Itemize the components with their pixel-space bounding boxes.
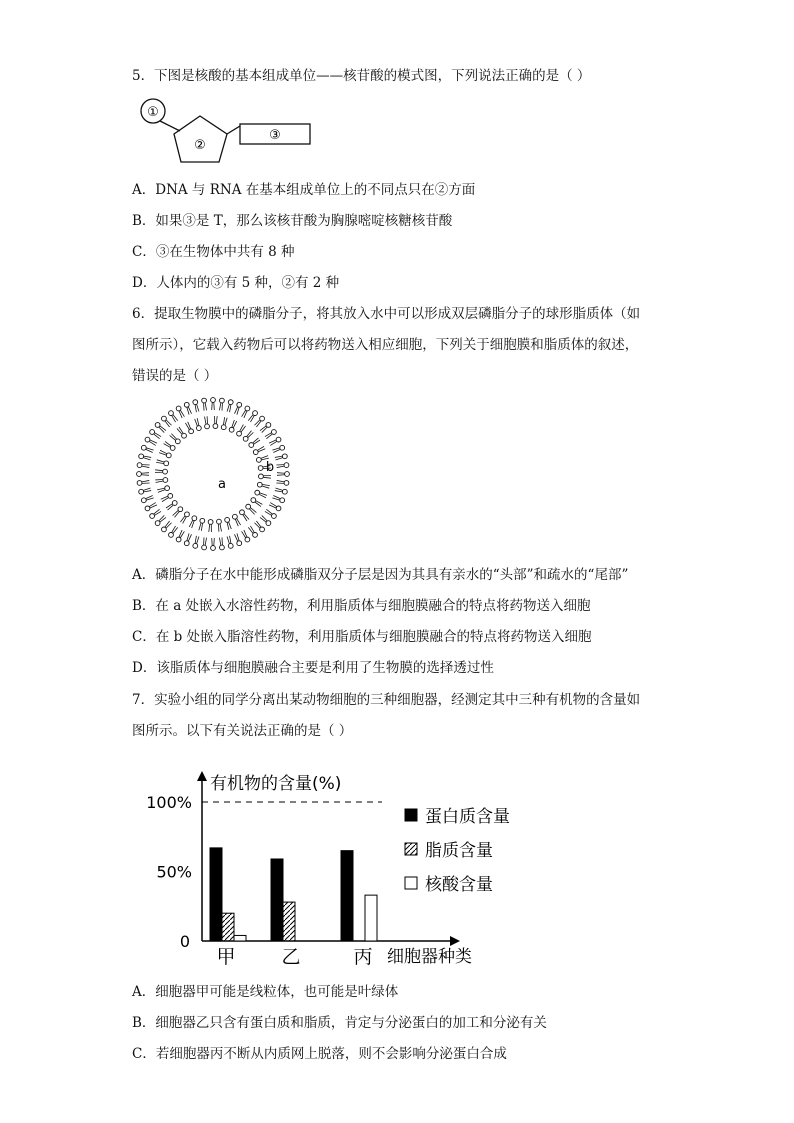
lipid-head xyxy=(208,520,213,525)
lipid-head xyxy=(165,486,170,491)
lipid-tail xyxy=(166,523,171,528)
lipid-head xyxy=(237,541,242,546)
lipid-head xyxy=(220,545,225,550)
lipid-head xyxy=(139,454,144,459)
lipid-tail xyxy=(214,538,215,546)
lipid-head xyxy=(282,454,287,459)
lipid-tail xyxy=(154,434,160,439)
lipid-tail xyxy=(158,490,165,493)
lipid-tail xyxy=(265,511,272,515)
lipid-tail xyxy=(205,403,206,410)
lipid-tail xyxy=(230,405,231,413)
lipid-head xyxy=(228,543,233,548)
lipid-tail xyxy=(170,435,176,440)
lipid-head xyxy=(202,398,207,403)
lipid-tail xyxy=(165,421,170,427)
lipid-head xyxy=(139,489,144,494)
lipid-tail xyxy=(225,418,227,425)
lipid-tail xyxy=(174,511,179,517)
lipid-tail xyxy=(219,538,220,545)
lipid-tail xyxy=(155,470,163,471)
lipid-head xyxy=(266,423,271,428)
lipid-tail xyxy=(212,538,213,546)
lipid-tail xyxy=(197,536,199,543)
lipid-head xyxy=(245,537,250,542)
lipid-head xyxy=(178,507,183,512)
lipid-tail xyxy=(195,536,196,544)
lipid-tail xyxy=(209,524,210,532)
lipid-tail xyxy=(205,417,206,424)
label-b: b xyxy=(265,460,275,475)
lipid-tail xyxy=(263,477,271,478)
protein-bar xyxy=(341,851,353,941)
lipid-head xyxy=(276,506,281,511)
lipid-tail xyxy=(249,509,254,515)
lipid-tail xyxy=(248,415,253,421)
legend-swatch-nucleic-acid xyxy=(405,877,417,889)
lipid-head xyxy=(220,398,225,403)
lipid-head xyxy=(253,533,258,538)
lipid-tail xyxy=(205,538,206,545)
lipid-head xyxy=(276,437,281,442)
q5-option-b: B．如果③是 T，那么该核苷酸为胸腺嘧啶核糖核苷酸 xyxy=(132,213,453,229)
lipid-tail xyxy=(156,481,163,482)
lipid-head xyxy=(202,545,207,550)
lipid-head xyxy=(172,501,177,506)
lipid-tail xyxy=(266,509,272,514)
lipid-tail xyxy=(166,504,172,508)
lipid-head xyxy=(240,510,245,515)
lipid-tail xyxy=(177,429,182,435)
lipid-head xyxy=(249,443,254,448)
lipid-tail xyxy=(160,426,166,431)
lipid-tail xyxy=(195,419,198,426)
q6-option-c: C．在 b 处嵌入脂溶性药物，利用脂质体与细胞膜融合的特点将药物送入细胞 xyxy=(132,629,592,645)
lipid-tail xyxy=(262,427,267,432)
q7-option-a: A．细胞器甲可能是线粒体，也可能是叶绿体 xyxy=(132,984,399,1000)
lipid-head xyxy=(176,537,181,542)
q7-option-b: B．细胞器乙只含有蛋白质和脂质，肯定与分泌蛋白的加工和分泌有关 xyxy=(132,1015,547,1031)
legend-label: 脂质含量 xyxy=(425,841,493,861)
y-tick-label: 0 xyxy=(179,932,190,951)
lipid-head xyxy=(284,463,289,468)
lipid-head xyxy=(193,400,198,405)
lipid-tail xyxy=(179,427,183,433)
lipid-tail xyxy=(229,522,232,529)
lipid-head xyxy=(211,398,216,403)
lipid-tail xyxy=(262,515,267,520)
lipid-tail xyxy=(277,473,285,474)
lipid-head xyxy=(243,436,248,441)
lipid-head xyxy=(192,516,197,521)
x-tick-label: 乙 xyxy=(281,946,301,968)
x-tick-label: 甲 xyxy=(216,946,236,968)
lipid-head xyxy=(196,426,201,431)
protein-bar xyxy=(210,848,222,941)
lipid-head xyxy=(200,518,205,523)
lipid-head xyxy=(145,437,150,442)
lipid-head xyxy=(137,481,142,486)
bars-group xyxy=(210,848,377,941)
lipid-tail xyxy=(275,456,283,457)
lipid-tail xyxy=(261,456,268,459)
lipid-head xyxy=(205,424,210,429)
protein-bar xyxy=(271,859,283,941)
label-1: ① xyxy=(147,105,159,120)
legend-label: 蛋白质含量 xyxy=(425,807,510,827)
lipid-head xyxy=(259,474,264,479)
lipid-head xyxy=(163,478,168,483)
lipid-tail xyxy=(277,475,285,476)
lipid-head xyxy=(170,446,175,451)
organic-content-chart xyxy=(140,765,540,970)
lipid-head xyxy=(168,493,173,498)
chart-title: 有机物的含量(%) xyxy=(210,774,342,794)
q6-stem-line-3: 错误的是（ ） xyxy=(132,368,218,384)
lipid-head xyxy=(213,424,218,429)
lipid-bar xyxy=(283,902,295,941)
lipid-tail xyxy=(244,514,249,520)
lipid-tail xyxy=(142,480,149,481)
lipid-tail xyxy=(262,484,270,485)
lipid-head xyxy=(211,546,216,551)
lipid-head xyxy=(245,406,250,411)
lipid-head xyxy=(229,427,234,432)
lipid-tail xyxy=(243,515,247,521)
legend xyxy=(405,807,510,895)
lipid-head xyxy=(228,400,233,405)
q6-option-b: B．在 a 处嵌入水溶性药物，利用脂质体与细胞膜融合的特点将药物送入细胞 xyxy=(132,598,591,614)
lipid-head xyxy=(184,541,189,546)
nucleic-acid-bar xyxy=(365,895,377,941)
lipid-tail xyxy=(201,523,202,531)
lipid-head xyxy=(164,461,169,466)
lipid-tail xyxy=(142,466,149,467)
label-2: ② xyxy=(194,138,206,153)
lipid-tail xyxy=(157,460,164,462)
lipid-tail xyxy=(197,404,199,411)
lipid-tail xyxy=(262,486,269,488)
lipid-head xyxy=(258,466,263,471)
lipid-tail xyxy=(157,488,164,490)
lipid-tail xyxy=(248,432,254,437)
lipid-tail xyxy=(227,536,229,543)
lipid-tail xyxy=(214,402,215,410)
lipid-tail xyxy=(159,427,164,432)
q5-option-c: C．③在生物体中共有 8 种 xyxy=(132,244,295,260)
lipid-tail xyxy=(154,509,160,514)
lipid-head xyxy=(272,514,277,519)
q7-option-c: C．若细胞器丙不断从内质网上脱落，则不会影响分泌蛋白合成 xyxy=(132,1046,507,1062)
lipid-tail xyxy=(173,415,178,421)
lipid-tail xyxy=(166,420,171,425)
lipid-tail xyxy=(227,404,229,411)
lipid-head xyxy=(141,445,146,450)
legend-label: 核酸含量 xyxy=(425,875,493,895)
lipid-head xyxy=(162,416,167,421)
lipid-tail xyxy=(143,458,150,460)
lipid-tail xyxy=(223,417,224,425)
lipid-head xyxy=(185,512,190,517)
lipid-head xyxy=(237,431,242,436)
lipid-head xyxy=(182,433,187,438)
lipid-tail xyxy=(172,526,176,533)
lipid-tail xyxy=(144,456,152,457)
lipid-bar xyxy=(222,913,234,941)
lipid-tail xyxy=(173,527,178,533)
lipid-head xyxy=(155,521,160,526)
lipid-tail xyxy=(250,526,254,533)
lipid-tail xyxy=(254,420,259,425)
lipid-head xyxy=(272,430,277,435)
lipid-head xyxy=(163,469,168,474)
q6-option-a: A．磷脂分子在水中能形成磷脂双分子层是因为其具有亲水的“头部”和疏水的“尾部” xyxy=(132,567,629,583)
lipid-tail xyxy=(277,466,284,467)
lipid-tail xyxy=(219,403,220,410)
lipid-tail xyxy=(141,473,149,474)
lipid-head xyxy=(280,498,285,503)
bond-line-1 xyxy=(160,121,180,131)
y-axis-arrow xyxy=(197,771,207,781)
lipid-tail xyxy=(155,433,162,437)
lipid-tail xyxy=(265,433,272,437)
lipid-tail xyxy=(256,421,261,427)
lipid-head xyxy=(246,504,251,509)
q6-stem-line-1: 6．提取生物膜中的磷脂分子，将其放入水中可以形成双层磷脂分子的球形脂质体（如 xyxy=(132,306,641,322)
lipid-tail xyxy=(159,515,164,520)
lipid-head xyxy=(137,463,142,468)
lipid-head xyxy=(176,406,181,411)
lipid-tail xyxy=(256,521,261,527)
lipid-head xyxy=(256,457,261,462)
y-tick-label: 100% xyxy=(146,793,192,812)
lipid-head xyxy=(155,423,160,428)
lipid-tail xyxy=(254,523,259,528)
legend-swatch-lipid xyxy=(405,843,417,855)
lipid-head xyxy=(141,498,146,503)
lipid-tail xyxy=(248,527,253,533)
lipid-head xyxy=(162,527,167,532)
lipid-tail xyxy=(141,475,149,476)
legend-swatch-protein xyxy=(405,809,417,821)
lipid-head xyxy=(150,430,155,435)
lipid-head xyxy=(169,411,174,416)
lipid-head xyxy=(253,411,258,416)
y-tick-label: 50% xyxy=(156,862,192,882)
lipid-head xyxy=(166,453,171,458)
lipid-head xyxy=(257,482,262,487)
lipid-tail xyxy=(230,536,231,544)
x-axis-label: 细胞器种类 xyxy=(387,947,472,967)
q7-stem-line-1: 7．实验小组的同学分离出某动物细胞的三种细胞器，经测定其中三种有机物的含量如 xyxy=(132,692,641,708)
lipid-head xyxy=(260,416,265,421)
lipid-head xyxy=(260,527,265,532)
lipid-tail xyxy=(254,440,260,444)
x-axis-arrow xyxy=(450,936,460,946)
lipid-tail xyxy=(160,517,166,522)
lipid-tail xyxy=(250,416,254,423)
lipid-head xyxy=(266,521,271,526)
label-a: a xyxy=(218,477,226,492)
lipid-head xyxy=(255,490,260,495)
lipid-head xyxy=(285,472,290,477)
bond-line-2 xyxy=(227,126,240,134)
lipid-head xyxy=(145,506,150,511)
nucleic-acid-bar xyxy=(234,935,246,941)
lipid-head xyxy=(169,533,174,538)
lipid-tail xyxy=(168,505,174,510)
lipid-tail xyxy=(247,431,252,437)
lipid-head xyxy=(284,481,289,486)
x-tick-label: 丙 xyxy=(353,946,373,968)
lipid-tail xyxy=(260,517,266,522)
lipid-tail xyxy=(250,508,256,513)
lipid-head xyxy=(189,429,194,434)
lipid-head xyxy=(150,514,155,519)
lipid-head xyxy=(193,543,198,548)
lipid-tail xyxy=(199,523,201,530)
lipid-head xyxy=(232,514,237,519)
liposome-diagram xyxy=(133,394,293,554)
lipid-tail xyxy=(212,402,213,410)
lipid-tail xyxy=(156,462,164,463)
lipid-tail xyxy=(227,522,229,529)
lipid-tail xyxy=(275,458,282,460)
q6-stem-line-2: 图所示），它载入药物后可以将药物送入相应细胞，下列关于细胞膜和脂质体的叙述， xyxy=(132,337,639,353)
inner-lipid-layer xyxy=(155,416,271,532)
lipid-tail xyxy=(277,480,284,481)
lipid-head xyxy=(175,439,180,444)
lipid-head xyxy=(137,472,142,477)
lipid-tail xyxy=(155,511,162,515)
lipid-tail xyxy=(275,488,282,490)
q5-option-d: D．人体内的③有 5 种，②有 2 种 xyxy=(132,275,340,291)
lipid-tail xyxy=(165,521,170,527)
q6-option-d: D．该脂质体与细胞膜融合主要是利用了生物膜的选择透过性 xyxy=(132,660,494,676)
lipid-tail xyxy=(216,416,217,424)
q5-option-a: A．DNA 与 RNA 在基本组成单位上的不同点只在②方面 xyxy=(132,182,476,198)
label-3: ③ xyxy=(269,128,281,143)
lipid-tail xyxy=(143,488,150,490)
lipid-head xyxy=(221,425,226,430)
lipid-head xyxy=(225,517,230,522)
lipid-tail xyxy=(260,426,266,431)
lipid-tail xyxy=(172,416,176,423)
lipid-tail xyxy=(144,491,152,492)
lipid-head xyxy=(237,402,242,407)
q5-stem: 5．下图是核酸的基本组成单位——核苷酸的模式图，下列说法正确的是（ ） xyxy=(132,68,591,84)
q7-stem-line-2: 图所示。以下有关说法正确的是（ ） xyxy=(132,723,353,739)
lipid-head xyxy=(253,450,258,455)
lipid-head xyxy=(282,489,287,494)
lipid-tail xyxy=(253,438,259,443)
lipid-tail xyxy=(171,434,176,440)
lipid-tail xyxy=(275,491,283,492)
lipid-tail xyxy=(197,418,199,425)
lipid-head xyxy=(251,498,256,503)
lipid-head xyxy=(184,402,189,407)
lipid-tail xyxy=(195,405,196,413)
lipid-head xyxy=(217,519,222,524)
lipid-head xyxy=(280,445,285,450)
lipid-tail xyxy=(173,510,179,515)
lipid-tail xyxy=(266,434,272,439)
lipid-tail xyxy=(220,524,221,531)
nucleotide-diagram xyxy=(132,96,322,170)
